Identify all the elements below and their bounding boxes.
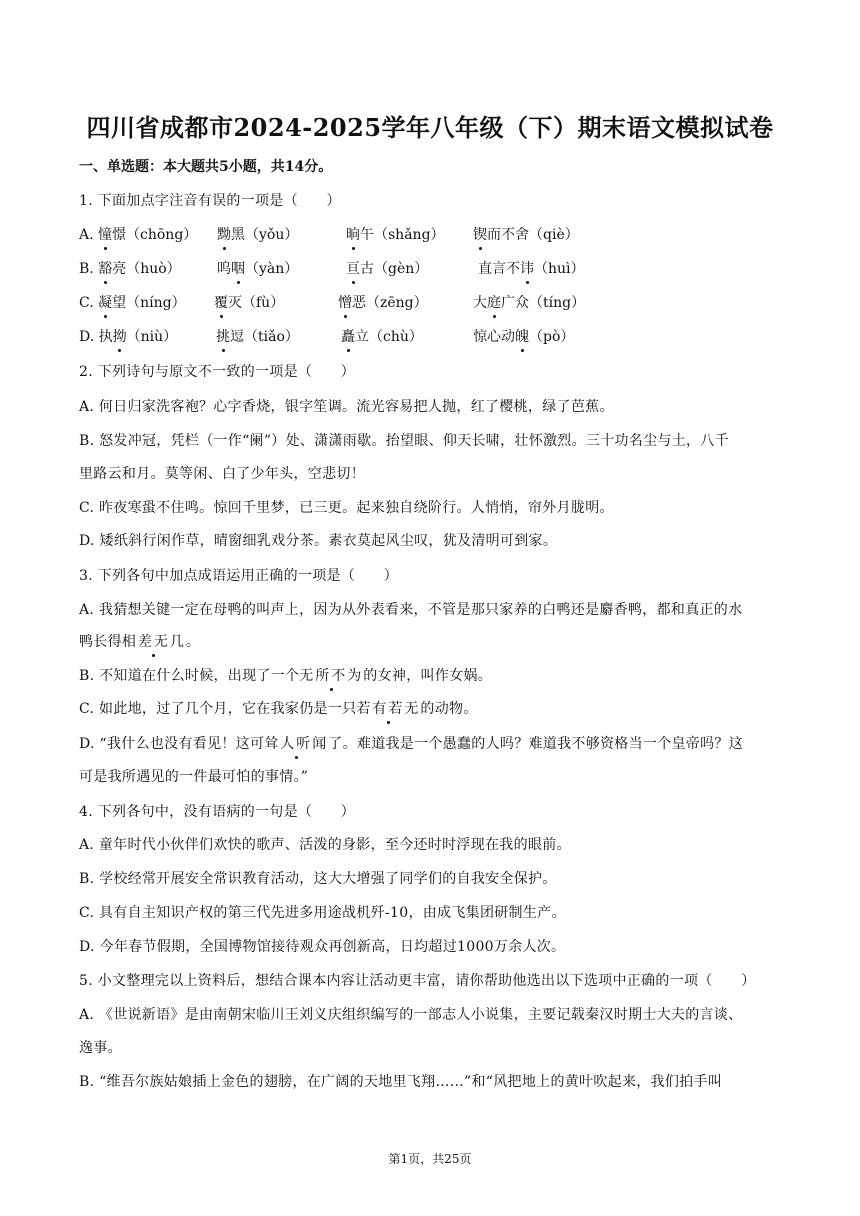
q1-option-a-2: 黝黑（yǒu） bbox=[217, 224, 298, 244]
q4-option-d: D. 今年春节假期，全国博物馆接待观众再创新高，日均超过1000万余人次。 bbox=[79, 939, 566, 955]
question-4-stem: 4. 下列各句中，没有语病的一句是（ ） bbox=[79, 804, 356, 820]
q5-option-a-line2: 逸事。 bbox=[79, 1040, 122, 1056]
q5-option-b-line1: B. “维吾尔族姑娘插上金色的翅膀，在广阔的天地里飞翔……”和“风把地上的黄叶吹起来，我们拍手叫 bbox=[79, 1074, 723, 1090]
section-heading: 一、单选题：本大题共5小题，共14分。 bbox=[79, 159, 333, 175]
q3-option-d-line2: 可是我所遇见的一件最可怕的事情。” bbox=[79, 769, 309, 785]
q1-option-b-2: 呜咽（yàn） bbox=[217, 258, 298, 278]
q2-option-c: C. 昨夜寒蛩不住鸣。惊回千里梦，已三更。起来独自绕阶行。人悄悄，帘外月胧明。 bbox=[79, 500, 614, 516]
q1-option-a-1: A. 憧憬（chōng） bbox=[79, 224, 197, 244]
page-footer: 第1页，共25页 bbox=[388, 1152, 472, 1166]
q1-option-a-4: 锲而不舍（qiè） bbox=[473, 224, 579, 244]
q1-option-b-1: B. 豁亮（huò） bbox=[79, 258, 181, 278]
q3-option-b: B. 不知道在什么时候，出现了一个无所不为的女神，叫作女娲。 bbox=[79, 665, 492, 685]
q1-option-d-1: D. 执拗（niù） bbox=[79, 326, 177, 346]
q1-option-d-4: 惊心动魄（pò） bbox=[473, 326, 574, 346]
q4-option-c: C. 具有自主知识产权的第三代先进多用途战机歼-10，由成飞集团研制生产。 bbox=[79, 905, 566, 921]
q1-option-d-2: 挑逗（tiǎo） bbox=[216, 326, 299, 346]
q1-option-a-3: 晌午（shǎng） bbox=[346, 224, 445, 244]
q3-option-d-line1: D. “我什么也没有看见！这可耸人听闻了。难道我是一个愚蠢的人吗？难道我不够资格当一个皇帝吗？这 bbox=[79, 733, 743, 753]
q1-option-b-3: 亘古（gèn） bbox=[346, 258, 428, 278]
question-2-stem: 2. 下列诗句与原文不一致的一项是（ ） bbox=[79, 364, 356, 380]
q3-option-a-line2: 鸭长得相差无几。 bbox=[79, 631, 200, 651]
q1-option-c-2: 覆灭（fù） bbox=[214, 292, 284, 312]
q2-option-b-line2: 里路云和月。莫等闲、白了少年头，空悲切！ bbox=[79, 466, 365, 482]
q4-option-b: B. 学校经常开展安全常识教育活动，这大大增强了同学们的自我安全保护。 bbox=[79, 871, 557, 887]
q2-option-b-line1: B. 怒发冲冠，凭栏（一作“阑”）处、潇潇雨歇。抬望眼、仰天长啸，壮怀激烈。三十功名尘与土，八千 bbox=[79, 433, 729, 449]
dotted-idiom: 相差无几 bbox=[122, 631, 186, 651]
q1-option-d-3: 矗立（chù） bbox=[341, 326, 423, 346]
dotted-idiom: 耸人听闻 bbox=[264, 733, 328, 753]
question-3-stem: 3. 下列各句中加点成语运用正确的一项是（ ） bbox=[79, 568, 399, 584]
q2-option-d: D. 矮纸斜行闲作草，晴窗细乳戏分茶。素衣莫起风尘叹，犹及清明可到家。 bbox=[79, 533, 558, 549]
q5-option-a-line1: A. 《世说新语》是由南朝宋临川王刘义庆组织编写的一部志人小说集，主要记载秦汉时期士大夫的言谈、 bbox=[79, 1007, 743, 1023]
q4-option-a: A. 童年时代小伙伴们欢快的歌声、活泼的身影，至今还时时浮现在我的眼前。 bbox=[79, 837, 571, 853]
q1-option-c-1: C. 凝望（níng） bbox=[79, 292, 186, 312]
page-title: 四川省成都市2024-2025学年八年级（下）期末语文模拟试卷 bbox=[86, 113, 774, 142]
dotted-idiom: 若有若无 bbox=[356, 698, 420, 718]
q2-option-a: A. 何日归家洗客袍？心字香烧，银字笙调。流光容易把人抛，红了樱桃，绿了芭蕉。 bbox=[79, 399, 614, 415]
question-1-stem: 1. 下面加点字注音有误的一项是（ ） bbox=[79, 193, 341, 209]
q3-option-c: C. 如此地，过了几个月，它在我家仍是一只若有若无的动物。 bbox=[79, 698, 478, 718]
q1-option-c-3: 憎恶（zēng） bbox=[338, 292, 428, 312]
q1-option-c-4: 大庭广众（tíng） bbox=[473, 292, 585, 312]
question-5-stem: 5. 小文整理完以上资料后，想结合课本内容让活动更丰富，请你帮助他选出以下选项中正确的一项（ ） bbox=[79, 973, 756, 989]
q1-option-b-4: 直言不讳（huì） bbox=[478, 258, 585, 278]
dotted-idiom: 无所不为 bbox=[299, 665, 363, 685]
q3-option-a-line1: A. 我猜想关键一定在母鸭的叫声上，因为从外表看来，不管是那只家养的白鸭还是麝香鸭，都和真正的水 bbox=[79, 602, 743, 618]
